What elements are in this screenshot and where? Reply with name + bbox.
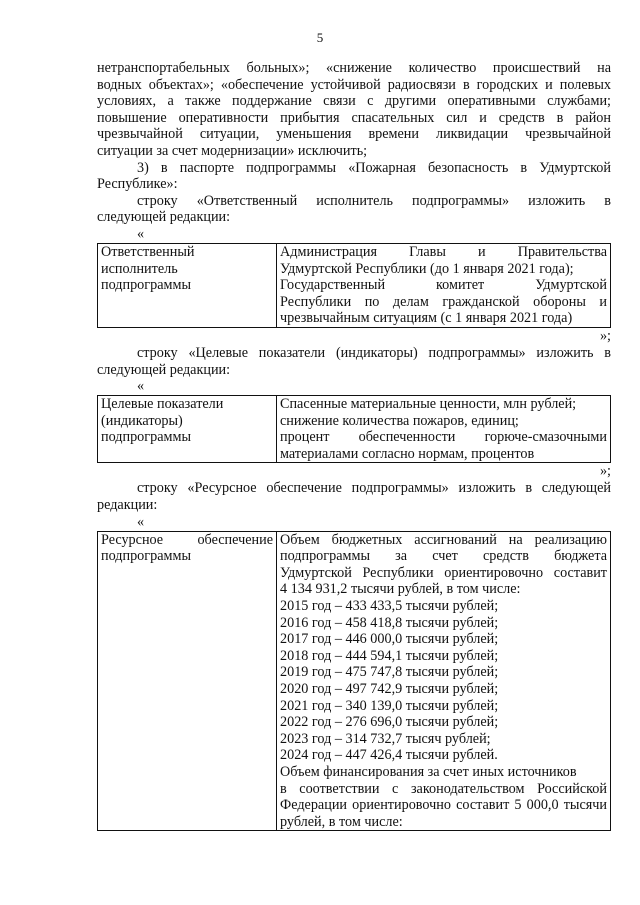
cell-text: Ресурсное обеспечение: [101, 531, 273, 548]
text-line: водных объектах»; «обеспечение устойчивой радиосвязи в городских и полевых: [97, 76, 611, 93]
cell-text: Государственный комитет Удмуртской: [280, 277, 607, 294]
cell-text: Объем финансирования за счет иных источников: [280, 763, 577, 780]
cell-text: Удмуртской Республики (до 1 января 2021 года);: [280, 260, 574, 277]
funding-year-line: 2021 год – 340 139,0 тысячи рублей;: [280, 697, 499, 714]
text-line: чрезвычайной ситуации, уменьшения времени ликвидации чрезвычайной: [97, 126, 611, 143]
text-line: нетранспортабельных больных»; «снижение количество происшествий на: [97, 60, 611, 76]
cell-text: Удмуртской Республики ориентировочно составит: [280, 564, 607, 581]
opening-quote: «: [137, 225, 145, 242]
instruction-resources: [97, 480, 611, 497]
page-number: 5: [316, 30, 324, 45]
funding-year-line: 2024 год – 447 426,4 тысячи рублей.: [280, 747, 498, 764]
cell-text: Ответственный: [101, 243, 195, 260]
resources-table: [97, 531, 611, 832]
cell-text: (индикаторы): [101, 412, 183, 429]
row-value-cell: [277, 243, 611, 327]
row-header-cell: [98, 531, 277, 831]
cell-text: в соответствии с законодательством Российской: [280, 780, 607, 797]
instruction-responsible: [97, 193, 611, 210]
text-line: редакции:: [97, 497, 158, 514]
funding-year-line: 2016 год – 458 418,8 тысячи рублей;: [280, 614, 499, 631]
intro-paragraph: [97, 60, 611, 160]
instruction-indicators: [97, 345, 611, 362]
instruction-resources-cont: [97, 497, 611, 514]
funding-year-line: 2019 год – 475 747,8 тысячи рублей;: [280, 664, 499, 681]
cell-text: подпрограммы за счет средств бюджета: [280, 548, 607, 565]
cell-text: материалами согласно нормам, процентов: [280, 445, 535, 462]
funding-year-line: 2017 год – 446 000,0 тысячи рублей;: [280, 631, 499, 648]
cell-text: Республики по делам гражданской обороны и: [280, 293, 607, 310]
closing-quote: »;: [599, 463, 611, 480]
row-value-cell: [277, 531, 611, 831]
text-line: повышение оперативности прибытия спасательных сил и средств в район: [97, 109, 611, 126]
text-line: условиях, а также поддержание связи с другими оперативными службами;: [97, 93, 611, 110]
opening-quote: «: [137, 378, 145, 395]
funding-year-line: 2020 год – 497 742,9 тысячи рублей;: [280, 681, 499, 697]
cell-text: чрезвычайным ситуациям (с 1 января 2021 года): [280, 310, 573, 327]
table-row: [98, 531, 611, 831]
item-3-paragraph-cont: [97, 176, 611, 193]
text-line: строку «Ответственный исполнитель подпрограммы» изложить в: [137, 192, 611, 209]
cell-text: Администрация Главы и Правительства: [280, 243, 607, 260]
document-body: [97, 60, 611, 831]
instruction-indicators-cont: [97, 362, 611, 379]
instruction-responsible-cont: [97, 209, 611, 226]
funding-year-line: 2022 год – 276 696,0 тысячи рублей;: [280, 714, 499, 731]
cell-text: подпрограммы: [101, 548, 191, 565]
row-header-cell: [98, 243, 277, 327]
row-header-cell: [98, 396, 277, 463]
funding-year-line: 2023 год – 314 732,7 тысяч рублей;: [280, 730, 491, 747]
opening-quote: «: [137, 513, 145, 530]
cell-text: Федерации ориентировочно составит 5 000,0 тысячи: [280, 797, 607, 814]
text-line: Республике»:: [97, 176, 178, 193]
indicators-table: [97, 395, 611, 463]
item-3-paragraph: [97, 160, 611, 177]
responsible-table: [97, 243, 611, 328]
cell-text: рублей, в том числе:: [280, 813, 403, 830]
cell-text: Целевые показатели: [101, 396, 224, 413]
table-row: [98, 396, 611, 463]
funding-year-line: 2018 год – 444 594,1 тысячи рублей;: [280, 647, 499, 664]
funding-year-line: 2015 год – 433 433,5 тысячи рублей;: [280, 598, 499, 615]
text-line: строку «Целевые показатели (индикаторы) подпрограммы» изложить в: [137, 344, 611, 361]
cell-text: подпрограммы: [101, 277, 191, 294]
text-line: 3) в паспорте подпрограммы «Пожарная безопасность в Удмуртской: [137, 159, 611, 176]
cell-text: процент обеспеченности горюче-смазочными: [280, 429, 607, 446]
cell-text: 4 134 931,2 тысячи рублей, в том числе:: [280, 581, 521, 598]
text-line: строку «Ресурсное обеспечение подпрограммы» изложить в следующей: [137, 480, 611, 497]
cell-text: Объем бюджетных ассигнований на реализацию: [280, 531, 607, 548]
closing-quote: »;: [599, 327, 611, 344]
row-value-cell: [277, 396, 611, 463]
cell-text: подпрограммы: [101, 429, 191, 446]
cell-text: Спасенные материальные ценности, млн рублей;: [280, 396, 577, 413]
cell-text: исполнитель: [101, 260, 178, 277]
text-line: следующей редакции:: [97, 361, 231, 378]
text-line: следующей редакции:: [97, 209, 231, 226]
table-row: [98, 243, 611, 327]
text-line: ситуации за счет модернизации» исключить;: [97, 142, 368, 159]
cell-text: снижение количества пожаров, единиц;: [280, 412, 519, 429]
